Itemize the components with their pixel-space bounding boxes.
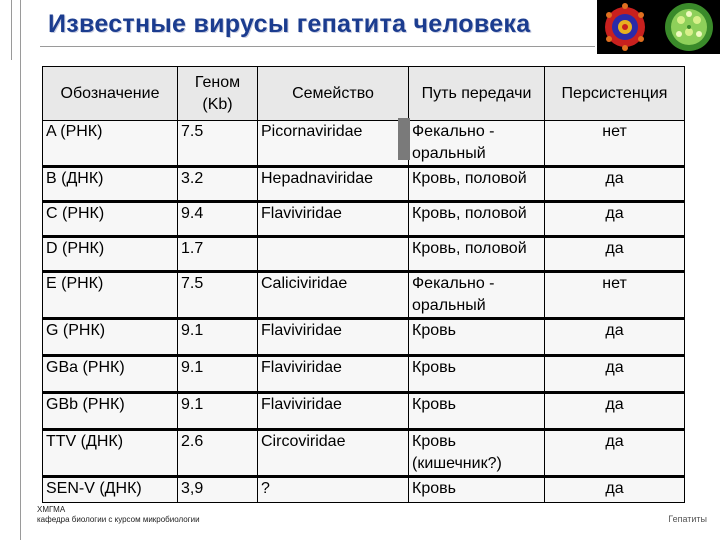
left-rule-2 [20,0,21,540]
cell-designation: E (РНК) [43,272,178,319]
table-row [43,393,685,430]
cell-transmission: Кровь, половой [409,167,545,202]
cell-transmission: Фекально - оральный [409,272,545,319]
cell-persistence: да [545,319,685,356]
cell-family: Flaviviridae [258,393,409,430]
cell-family: Flaviviridae [258,202,409,237]
virus-image-green [665,3,713,51]
cell-transmission: Кровь [409,477,545,503]
table-row [43,477,685,503]
cell-persistence: нет [545,121,685,167]
cell-transmission: Кровь (кишечник?) [409,430,545,477]
cell-family [258,237,409,272]
cell-persistence: да [545,430,685,477]
cell-family: Picornaviridae [258,121,409,167]
footer-topic: Гепатиты [668,514,707,524]
cell-persistence: да [545,237,685,272]
footer-left [37,505,200,525]
cell-family: Circoviridae [258,430,409,477]
cell-family: Flaviviridae [258,356,409,393]
hepatitis-viruses-table [42,66,685,503]
row-marker [398,118,410,160]
cell-persistence: да [545,356,685,393]
header-family: Семейство [258,67,409,121]
header-genome: Геном (Kb) [178,67,258,121]
title-underline [40,46,595,47]
slide-title: Известные вирусы гепатита человека [48,10,531,38]
cell-family: Hepadnaviridae [258,167,409,202]
cell-genome: 3.2 [178,167,258,202]
header-designation: Обозначение [43,67,178,121]
left-rule-1 [11,0,12,60]
cell-transmission: Фекально - оральный [409,121,545,167]
cell-transmission: Кровь, половой [409,202,545,237]
cell-designation: GBb (РНК) [43,393,178,430]
table-row [43,167,685,202]
table-row [43,319,685,356]
virus-image-red [605,3,645,51]
table-row [43,202,685,237]
cell-designation: D (РНК) [43,237,178,272]
table-header-row [43,67,685,121]
table-row [43,121,685,167]
cell-family: ? [258,477,409,503]
cell-persistence: да [545,167,685,202]
cell-genome: 9.1 [178,393,258,430]
cell-genome: 3,9 [178,477,258,503]
cell-persistence: да [545,477,685,503]
cell-transmission: Кровь [409,356,545,393]
cell-family: Caliciviridae [258,272,409,319]
table-row [43,430,685,477]
cell-family: Flaviviridae [258,319,409,356]
cell-genome: 7.5 [178,121,258,167]
table-row [43,237,685,272]
table-row [43,272,685,319]
cell-transmission: Кровь [409,319,545,356]
cell-designation: SEN-V (ДНК) [43,477,178,503]
cell-genome: 1.7 [178,237,258,272]
virus-images [597,0,720,54]
footer-dept: кафедра биологии с курсом микробиологии [37,515,200,524]
cell-genome: 9.1 [178,319,258,356]
cell-genome: 2.6 [178,430,258,477]
cell-transmission: Кровь [409,393,545,430]
cell-genome: 9.4 [178,202,258,237]
cell-persistence: нет [545,272,685,319]
table-row [43,356,685,393]
cell-designation: A (РНК) [43,121,178,167]
header-transmission: Путь передачи [409,67,545,121]
cell-persistence: да [545,202,685,237]
cell-genome: 7.5 [178,272,258,319]
footer-org: ХМГМА [37,505,66,514]
cell-designation: B (ДНК) [43,167,178,202]
cell-designation: G (РНК) [43,319,178,356]
cell-transmission: Кровь, половой [409,237,545,272]
cell-designation: GBa (РНК) [43,356,178,393]
cell-designation: C (РНК) [43,202,178,237]
cell-designation: TTV (ДНК) [43,430,178,477]
header-persistence: Персистенция [545,67,685,121]
cell-persistence: да [545,393,685,430]
cell-genome: 9.1 [178,356,258,393]
